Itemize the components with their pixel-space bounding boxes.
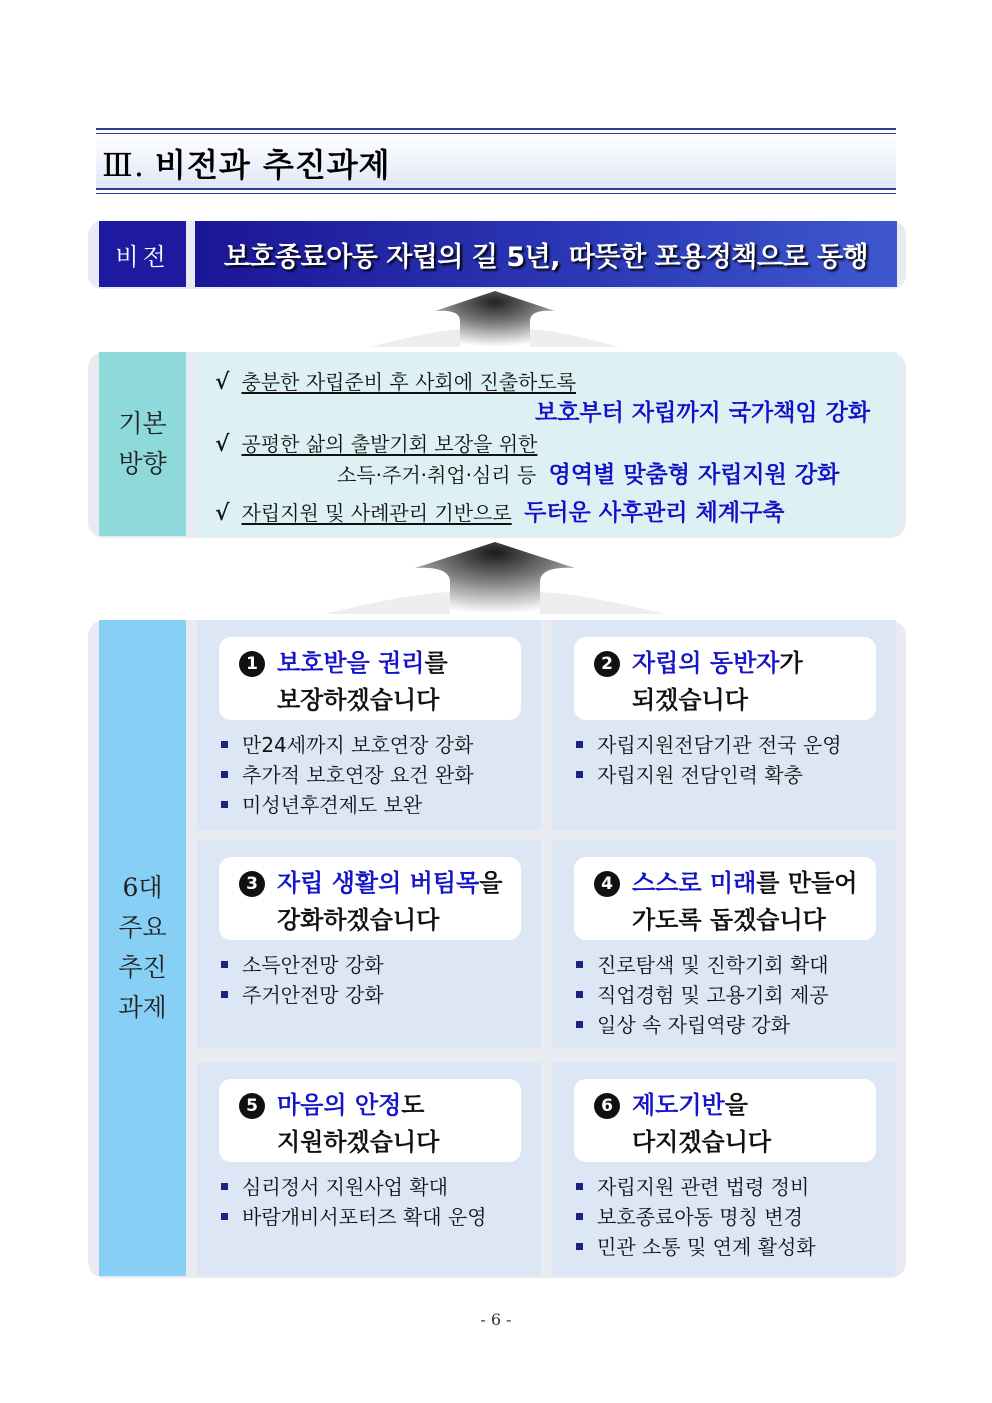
bullet-icon: [576, 1183, 583, 1190]
number-badge-icon: 3: [239, 871, 265, 897]
bullet-icon: [221, 801, 228, 808]
number-badge-icon: 4: [594, 871, 620, 897]
bullet-icon: [221, 771, 228, 778]
bullet-icon: [576, 961, 583, 968]
basic-item2-line1: √ 공평한 삶의 출발기회 보장을 위한: [215, 431, 538, 457]
task-card-list: [576, 730, 842, 790]
task-card-header: 2 자립의 동반자가 되겠습니다: [574, 637, 876, 720]
tasks-label: 6대 주요 추진 과제: [99, 620, 186, 1276]
task-card-list: [576, 1172, 816, 1262]
list-item: 바람개비서포터즈 확대 운영: [221, 1202, 487, 1232]
basic-direction-body: [197, 352, 897, 536]
task-card-list: [221, 1172, 487, 1232]
list-item: 자립지원 전담인력 확충: [576, 760, 842, 790]
task-card-list: [576, 950, 829, 1040]
number-badge-icon: 6: [594, 1093, 620, 1119]
task-card-6: [552, 1062, 896, 1276]
basic-label-line2: 방향: [118, 449, 167, 478]
header-rule-bottom: [96, 188, 896, 194]
up-arrow-icon: [370, 291, 620, 347]
number-badge-icon: 1: [239, 651, 265, 677]
check-icon: √: [215, 369, 230, 395]
list-item: 미성년후견제도 보완: [221, 790, 474, 820]
task-card-header: 1 보호받을 권리를 보장하겠습니다: [219, 637, 521, 720]
vision-label: 비전: [99, 221, 186, 287]
task-card-3: [197, 840, 541, 1048]
bullet-icon: [221, 961, 228, 968]
section-title: [102, 140, 391, 186]
number-badge-icon: 5: [239, 1093, 265, 1119]
page-number: - 6 -: [480, 1310, 512, 1329]
basic-direction-label: [99, 352, 186, 536]
bullet-icon: [576, 741, 583, 748]
number-badge-icon: 2: [594, 651, 620, 677]
up-arrow-icon: [325, 542, 665, 614]
basic-item1-line1: √ 충분한 자립준비 후 사회에 진출하도록: [215, 369, 577, 395]
bullet-icon: [576, 771, 583, 778]
bullet-icon: [576, 991, 583, 998]
task-card-header: 4 스스로 미래를 만들어 가도록 돕겠습니다: [574, 857, 876, 940]
list-item: 진로탐색 및 진학기회 확대: [576, 950, 829, 980]
task-card-header: 5 마음의 안정도 지원하겠습니다: [219, 1079, 521, 1162]
task-card-list: [221, 950, 384, 1010]
bullet-icon: [221, 991, 228, 998]
list-item: 보호종료아동 명칭 변경: [576, 1202, 816, 1232]
task-card-header: 6 제도기반을 다지겠습니다: [574, 1079, 876, 1162]
list-item: 자립지원 관련 법령 정비: [576, 1172, 816, 1202]
section-title-text: 비전과 추진과제: [155, 146, 391, 184]
list-item: 주거안전망 강화: [221, 980, 384, 1010]
list-item: 심리정서 지원사업 확대: [221, 1172, 487, 1202]
bullet-icon: [576, 1021, 583, 1028]
list-item: 민관 소통 및 연계 활성화: [576, 1232, 816, 1262]
list-item: 소득안전망 강화: [221, 950, 384, 980]
list-item: 자립지원전담기관 전국 운영: [576, 730, 842, 760]
bullet-icon: [576, 1213, 583, 1220]
basic-label-line1: 기본: [118, 409, 167, 438]
bullet-icon: [221, 1183, 228, 1190]
basic-item3: √ 자립지원 및 사례관리 기반으로 두터운 사후관리 체계구축: [215, 500, 785, 526]
task-card-list: [221, 730, 474, 820]
basic-item1-line2: 보호부터 자립까지 국가책임 강화: [535, 400, 871, 426]
list-item: 직업경험 및 고용기회 제공: [576, 980, 829, 1010]
task-card-header: 3 자립 생활의 버팀목을 강화하겠습니다: [219, 857, 521, 940]
task-card-1: [197, 620, 541, 830]
task-card-2: [552, 620, 896, 830]
section-number: Ⅲ.: [102, 146, 146, 184]
list-item: 일상 속 자립역량 강화: [576, 1010, 829, 1040]
bullet-icon: [221, 741, 228, 748]
task-card-5: [197, 1062, 541, 1276]
check-icon: √: [215, 431, 230, 457]
bullet-icon: [576, 1243, 583, 1250]
section-header: [96, 128, 896, 194]
list-item: 추가적 보호연장 요건 완화: [221, 760, 474, 790]
check-icon: √: [215, 500, 230, 526]
basic-item2-line2: 소득·주거·취업·심리 등 영역별 맞춤형 자립지원 강화: [337, 462, 840, 488]
task-card-4: [552, 840, 896, 1048]
vision-text: 보호종료아동 자립의 길 5년, 따뜻한 포용정책으로 동행: [195, 221, 897, 287]
list-item: 만24세까지 보호연장 강화: [221, 730, 474, 760]
bullet-icon: [221, 1213, 228, 1220]
